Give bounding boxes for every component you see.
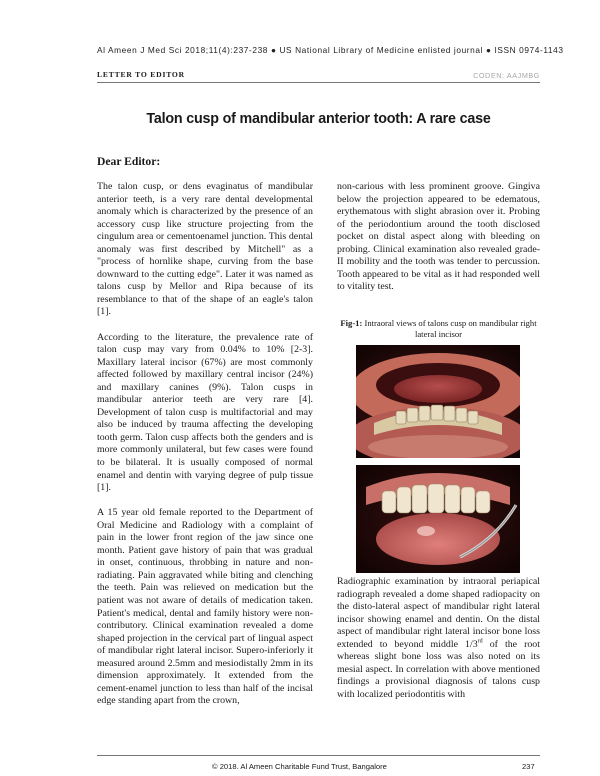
salutation: Dear Editor: <box>97 155 161 168</box>
coden-label: CODEN: AAJMBG <box>473 71 540 80</box>
radiographic-text-part-1: Radiographic examination by intraoral periapical radiograph revealed a dome shaped radiopacity on the disto-lateral aspect of mandibular right lateral incisor showing enamel and dentin. On the distal aspect of mandibular right lateral incisor bone loss extended to beyond middle 1/3 <box>337 576 540 650</box>
section-label: LETTER TO EDITOR <box>97 70 185 79</box>
article-title: Talon cusp of mandibular anterior tooth: A rare case <box>146 111 491 127</box>
intraoral-photo-lingual-view <box>356 465 520 573</box>
header-rule <box>97 82 540 83</box>
figure-caption <box>337 318 540 340</box>
right-column-bottom <box>337 576 540 701</box>
page-number: 237 <box>522 762 535 771</box>
intraoral-photo-open-mouth <box>356 345 520 458</box>
paragraph-radiographic <box>337 576 540 701</box>
paragraph-examination: non-carious with less prominent groove. Gingiva below the projection appeared to be edematous, erythematous with slight abrasion over it. Probing of the periodontium around the tooth disclosed pocket on distal aspect along with bleeding on probing. Clinical examination also revealed grade-II mobility and the tooth was tender to percussion. Tooth appeared to be vital as it had responded well to vitality test. <box>337 181 540 293</box>
footer-copyright: © 2018. Al Ameen Charitable Fund Trust, Bangalore <box>212 762 387 771</box>
ordinal-superscript: rd <box>477 638 483 645</box>
left-column <box>97 181 313 720</box>
figure-caption-text: Intraoral views of talons cusp on mandibular right lateral incisor <box>362 318 537 340</box>
footer-rule <box>97 755 540 756</box>
paragraph-prevalence: According to the literature, the prevalence rate of talon cusp may vary from 0.04% to 10% [2-3]. Maxillary lateral incisor (67%) are most commonly affected followed by maxillary central incisor (24%) and maxillary canines (9%). Talon cusps in mandibular anterior teeth are very rare [4]. Development of talon cusp is multifactorial and may also be induced by trauma affecting the developing tooth germ. Talon cusp affects both the genders and is more commonly unilateral, but few cases were found to be bilateral. It is usually composed of normal enamel and dentin with varying degree of pulp tissue [1]. <box>97 331 313 494</box>
figure-label: Fig-1: <box>340 318 363 328</box>
radiographic-text-part-2: of the root whereas slight bone loss was also noted on its mesial aspect. In correlation with above mentioned findings a provisional diagnosis of talons cusp with localized periodontitis with <box>337 638 540 700</box>
right-column-top <box>337 181 540 294</box>
paragraph-intro: The talon cusp, or dens evaginatus of mandibular anterior teeth, is a very rare dental developmental anomaly which is characterized by the presence of an accessory cusp like structure projecting from the cingulum area or cementoenamel junction. This dental anomaly was first described by Mitchell" as a "process of hornlike shape, curving from the base downward to the cutting edge". Later it was named as talons cusp by Mellor and Ripa because of its resemblance to that of the shape of an eagle's talon [1]. <box>97 181 313 318</box>
paragraph-case-report: A 15 year old female reported to the Department of Oral Medicine and Radiology with a complaint of pain in the lower front region of the jaw since one month. Patient gave history of pain that was gradual in onset, continuous, throbbing in nature and non-radiating. Pain aggravated while biting and clenching the teeth. Pain was relieved on medication but the patient was not aware of details of medication taken. Patient's medical, dental and family history were non-contributory. Clinical examination revealed a dome shaped projection in the cervical part of lingual aspect of mandibular right lateral incisor. Supero-inferiorly it measured around 2.5mm and mesiodistally 2mm in its dimension approximately. It extended from the cement-enamel junction to less than half of the incisal edge standing apart from the crown, <box>97 507 313 707</box>
journal-citation-line: Al Ameen J Med Sci 2018;11(4):237-238 ● US National Library of Medicine enlisted journal ● ISSN 0974-1143 <box>97 45 564 55</box>
